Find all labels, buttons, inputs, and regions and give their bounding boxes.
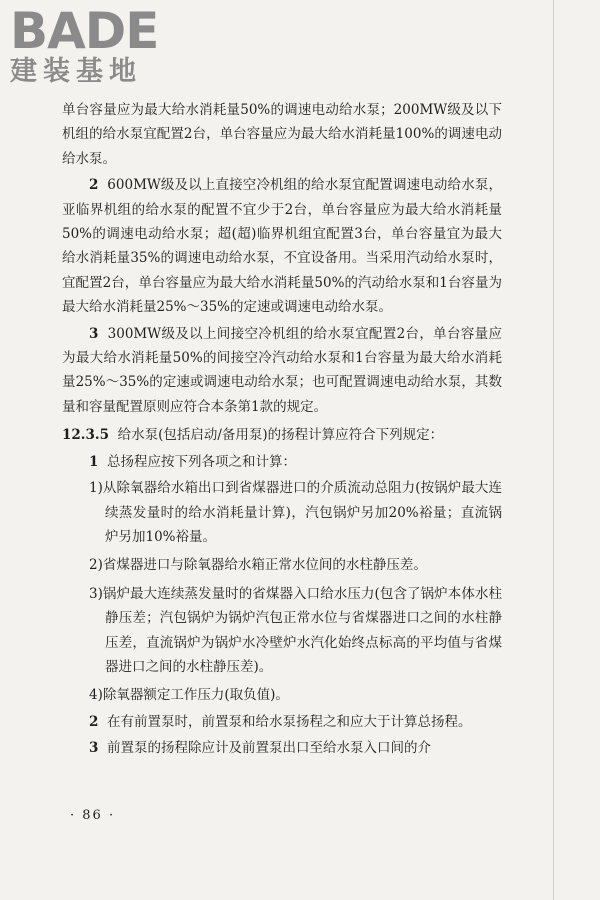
logo-subtitle: 建装基地 bbox=[10, 56, 142, 87]
sub-item-3: 3)锅炉最大连续蒸发量时的省煤器入口给水压力(包含了锅炉本体水柱静压差；汽包锅炉为锅炉汽包正常水位与省煤器进口之间的水柱静压差，直流锅炉为锅炉水冷壁炉水汽化始终点标高的平均值与省煤器进口之间的水柱静压差)。 bbox=[89, 585, 502, 675]
sub-item-1: 1)从除氧器给水箱出口到省煤器进口的介质流动总阻力(按锅炉最大连续蒸发量时的给水消耗量计算)，汽包锅炉另加20%裕量；直流锅炉另加10%裕量。 bbox=[89, 480, 502, 545]
sub-item-4: 4)除氧器额定工作压力(取负值)。 bbox=[89, 687, 289, 704]
item-text: 总扬程应按下列各项之和计算： bbox=[107, 453, 296, 470]
section-item-2 bbox=[62, 710, 502, 734]
item-text: 600MW级及以上直接空冷机组的给水泵宜配置调速电动给水泵，亚临界机组的给水泵的配置不宜少于2台，单台容量应为最大给水消耗量50%的调速电动给水泵；超(超)临界机组宜配置3台，单台容量宜为最大给水消耗量35%的调速电动给水泵，不宜设备用。当采用汽动给水泵时，宜配置2台，单台容量应为最大给水消耗量50%的汽动给水泵和1台容量为最大给水消耗量25%～35%的定速或调速电动给水泵。 bbox=[62, 177, 502, 316]
item-number: 1 bbox=[89, 453, 99, 470]
section-number: 12.3.5 bbox=[62, 427, 109, 444]
logo-wordmark: BADE bbox=[10, 2, 159, 60]
section-item-3 bbox=[62, 736, 502, 760]
clause-item-2 bbox=[62, 173, 502, 319]
item-text: 在有前置泵时，前置泵和给水泵扬程之和应大于计算总扬程。 bbox=[107, 713, 472, 730]
clause-item-3 bbox=[62, 322, 502, 420]
item-number: 3 bbox=[89, 740, 99, 757]
item-text: 300MW级及以上间接空冷机组的给水泵宜配置2台，单台容量应为最大给水消耗量50%的间接空冷汽动给水泵和1台容量为最大给水消耗量25%～35%的定速或调速电动给水泵；也可配置调速电动给水泵，其数量和容量配置原则应符合本条第1款的规定。 bbox=[62, 325, 502, 415]
bade-logo bbox=[10, 2, 159, 87]
sub-item-2: 2)省煤器进口与除氧器给水箱正常水位间的水柱静压差。 bbox=[89, 557, 427, 574]
item-number: 2 bbox=[89, 177, 99, 194]
page-number: · 86 · bbox=[70, 808, 116, 823]
item-text: 前置泵的扬程除应计及前置泵出口至给水泵入口间的介 bbox=[107, 740, 431, 757]
document-body bbox=[62, 98, 502, 763]
scan-edge-line bbox=[553, 0, 554, 900]
paragraph-continued bbox=[62, 98, 502, 171]
paragraph-text: 单台容量应为最大给水消耗量50%的调速电动给水泵；200MW级及以下机组的给水泵宜配置2台，单台容量应为最大给水消耗量100%的调速电动给水泵。 bbox=[62, 102, 502, 167]
item-number: 3 bbox=[89, 325, 99, 342]
item-number: 2 bbox=[89, 713, 99, 730]
section-title: 给水泵(包括启动/备用泵)的扬程计算应符合下列规定： bbox=[117, 427, 444, 444]
section-12-3-5 bbox=[62, 423, 502, 447]
section-item-1 bbox=[62, 450, 502, 474]
